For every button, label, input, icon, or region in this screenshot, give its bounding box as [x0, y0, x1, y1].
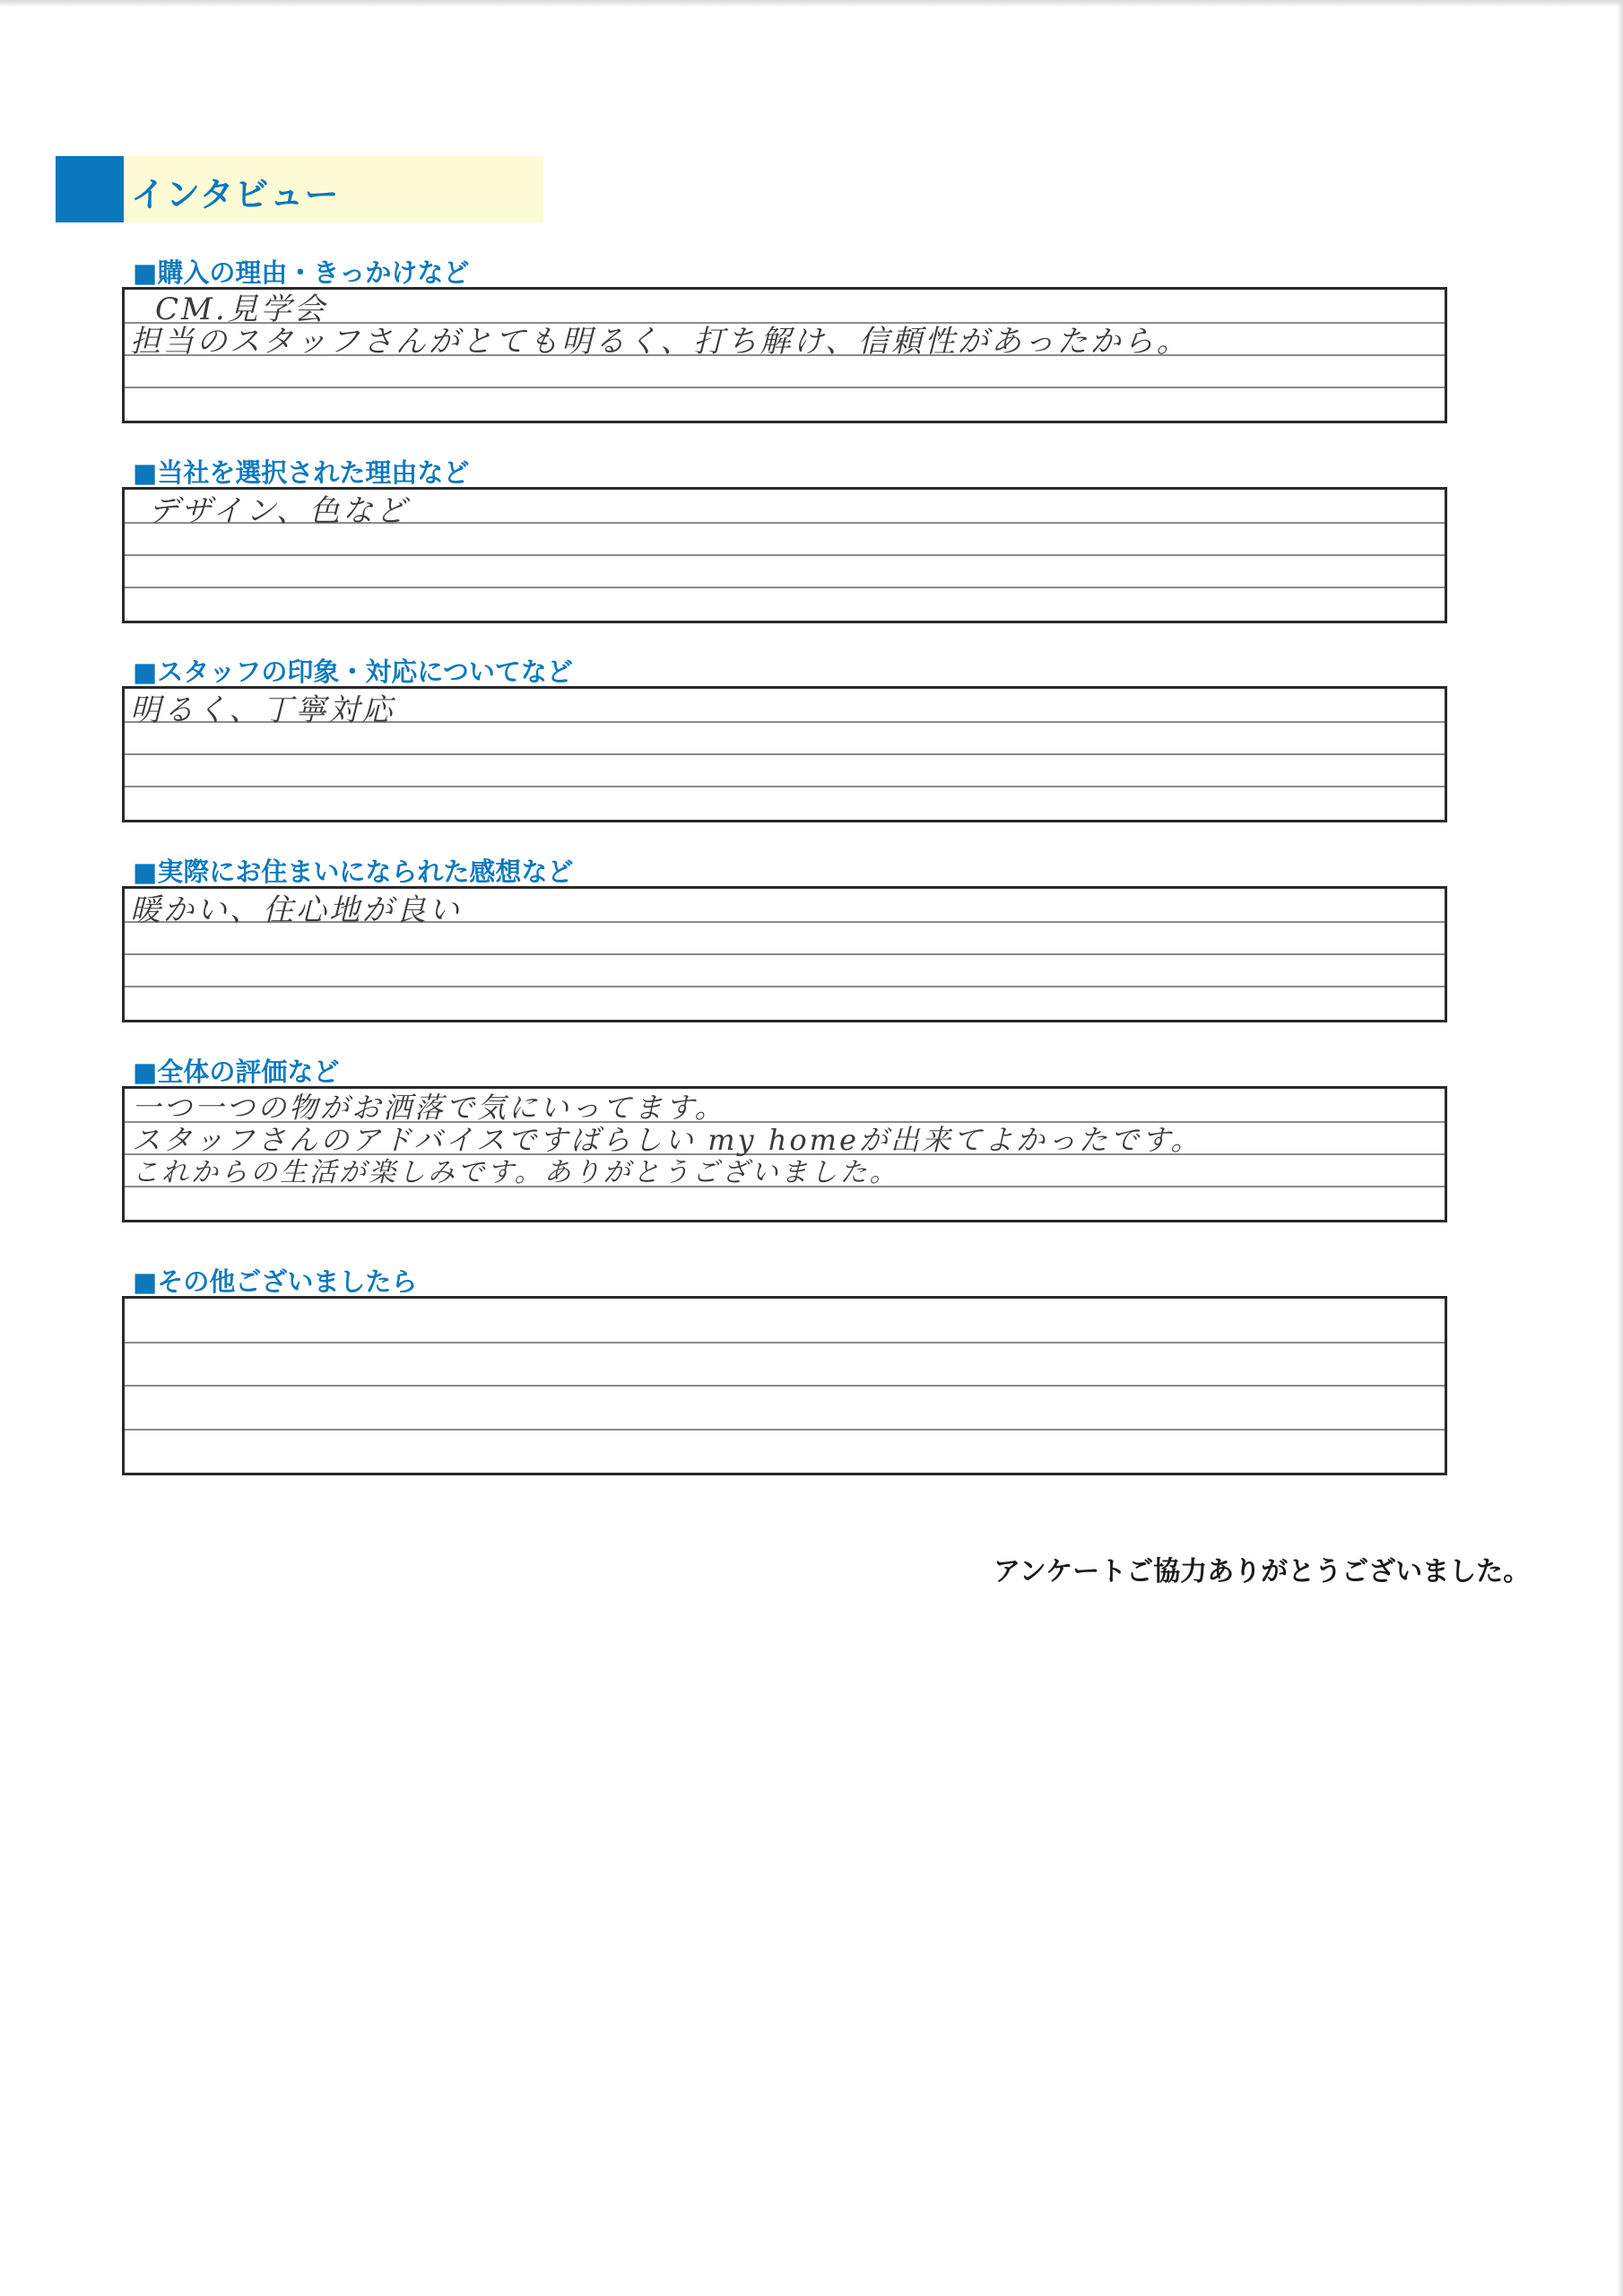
section-title: ■実際にお住まいになられた感想など	[133, 857, 574, 887]
answer-box	[122, 1086, 1447, 1222]
ruled-line	[125, 786, 1445, 787]
handwritten-answer: 明るく、丁寧対応	[130, 692, 395, 728]
section-title: ■その他ございましたら	[133, 1266, 418, 1297]
page-title: インタビュー	[131, 175, 340, 214]
answer-box	[122, 886, 1447, 1022]
handwritten-answer: CM.見学会	[155, 291, 327, 327]
closing-message: アンケートご協力ありがとうございました。	[994, 1556, 1531, 1587]
handwritten-answer: デザイン、色など	[148, 493, 409, 529]
handwritten-answer: 暖かい、住心地が良い	[130, 892, 462, 928]
ruled-line	[125, 387, 1445, 388]
section-title: ■スタッフの印象・対応についてなど	[133, 657, 573, 687]
answer-box	[122, 287, 1447, 423]
ruled-line	[125, 1342, 1445, 1344]
ruled-line	[125, 1429, 1445, 1431]
scan-top-edge	[0, 0, 1623, 7]
scan-right-edge	[1618, 0, 1623, 2296]
answer-box	[122, 1296, 1447, 1475]
section-title: ■購入の理由・きっかけなど	[133, 257, 470, 288]
handwritten-answer: 担当のスタッフさんがとても明るく、打ち解け、信頼性があったから。	[130, 324, 1190, 360]
ruled-line	[125, 554, 1445, 556]
interview-header	[56, 156, 543, 222]
header-accent-block	[56, 156, 124, 222]
ruled-line	[125, 953, 1445, 955]
ruled-line	[125, 1385, 1445, 1387]
section-title: ■全体の評価など	[133, 1057, 340, 1087]
section-title: ■当社を選択された理由など	[133, 457, 470, 488]
ruled-line	[125, 986, 1445, 987]
ruled-line	[125, 587, 1445, 588]
answer-box	[122, 487, 1447, 623]
handwritten-answer: スタッフさんのアドバイスですばらしい my homeが出来てよかったです。	[132, 1123, 1202, 1157]
handwritten-answer: これからの生活が楽しみです。ありがとうございました。	[132, 1157, 899, 1188]
answer-box	[122, 686, 1447, 822]
ruled-line	[125, 753, 1445, 755]
handwritten-answer: 一つ一つの物がお洒落で気にいってます。	[132, 1091, 726, 1125]
